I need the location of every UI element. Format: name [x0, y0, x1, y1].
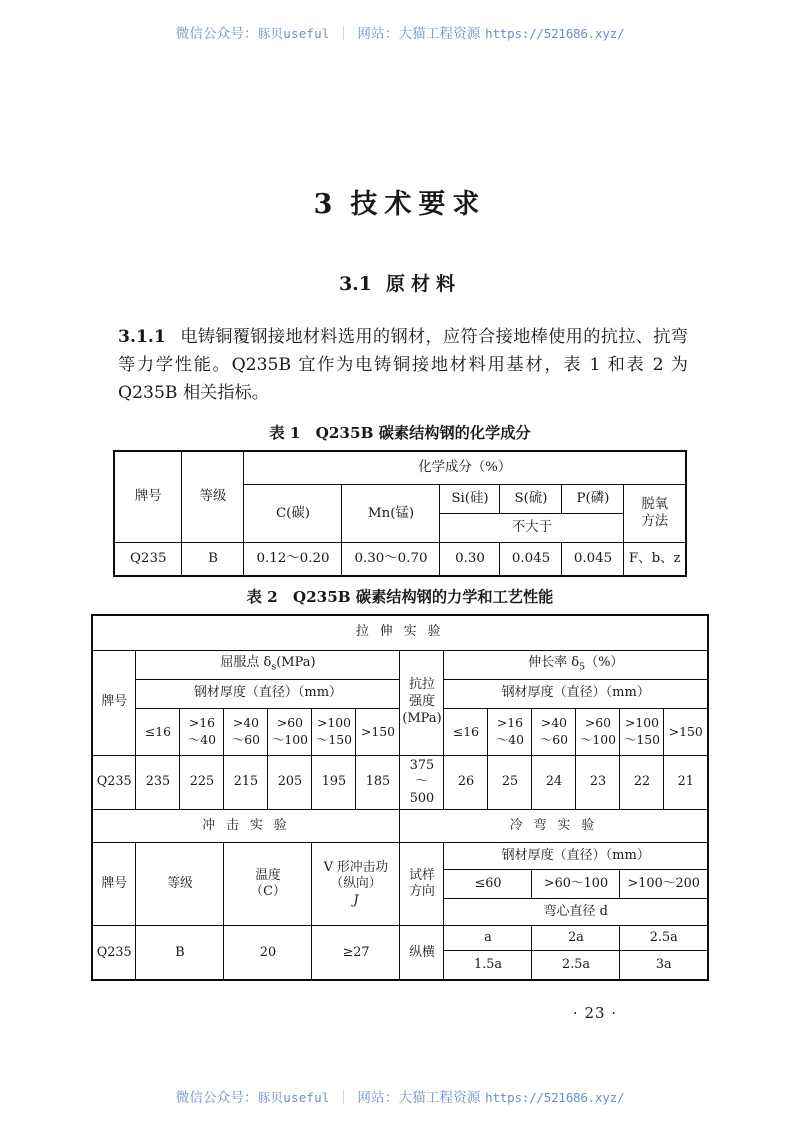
- table1-caption: 表 1 Q235B 碳素结构钢的化学成分: [269, 423, 531, 442]
- th-range-yield-4: [312, 708, 356, 755]
- th-range-yield-1: [180, 708, 224, 755]
- th-carbon: C(碳): [244, 484, 342, 542]
- th-range-yield-0: [136, 708, 180, 755]
- watermark-url: https://521686.xyz/: [485, 1090, 625, 1105]
- th-range-elong-5: [664, 708, 708, 755]
- th-range-yield-2: [224, 708, 268, 755]
- table-chemical-composition: [113, 450, 687, 577]
- th-tensile-strength: [400, 650, 444, 755]
- th-elongation: [444, 650, 708, 679]
- th-range-yield-1-l1: >16: [188, 715, 216, 731]
- cell-strength-line1: 375: [409, 757, 435, 773]
- cell-impact-grade-no: Q235: [92, 926, 136, 981]
- cell-silicon: 0.30: [440, 542, 500, 576]
- chapter-title-text: 技术要求: [350, 189, 487, 220]
- table-row: [92, 810, 708, 843]
- cell-bend-top-1: 2a: [532, 926, 620, 951]
- cell-strength-line3: 500: [409, 790, 435, 806]
- section-heading: [0, 221, 800, 296]
- cell-strength-line2: ～: [415, 774, 429, 790]
- th-deox-line2: 方法: [641, 514, 669, 530]
- cell-tensile-strength: [400, 755, 444, 810]
- table-row: [92, 650, 708, 679]
- th-impact-test: 冲 击 实 验: [92, 810, 400, 843]
- th-yield-point-sub: s: [271, 661, 277, 673]
- th-range-yield-3-l2: ～100: [271, 731, 308, 747]
- th-range-elong-2-l1: >40: [540, 715, 568, 731]
- watermark-footer: [0, 1086, 800, 1106]
- th-range-yield-4-l1: >100: [316, 715, 351, 731]
- watermark-wechat-name: 豚贝useful: [257, 1090, 330, 1105]
- cell-elong-1: 25: [488, 755, 532, 810]
- table-row: [92, 843, 708, 870]
- chapter-number: 3: [313, 189, 333, 220]
- th-deoxidation-method: [624, 484, 686, 542]
- th-vnotch-impact-energy: [312, 843, 400, 926]
- th-tensile-strength-line1: 抗拉: [408, 677, 435, 693]
- th-yield-point-unit: (MPa): [276, 655, 316, 671]
- th-range-elong-0-l1: ≤16: [452, 723, 480, 739]
- th-range-yield-2-l2: ～60: [231, 731, 261, 747]
- section-title-text: 原材料: [386, 273, 462, 295]
- cell-impact-temperature: 20: [224, 926, 312, 981]
- cell-yield-3: 205: [268, 755, 312, 810]
- th-range-yield-5-l1: >150: [360, 723, 395, 739]
- th-range-elong-4-l1: >100: [624, 715, 659, 731]
- cell-elong-5: 21: [664, 755, 708, 810]
- page-number: · 23 ·: [572, 1004, 618, 1022]
- th-vnotch-line3: J: [353, 892, 359, 908]
- cell-bend-bottom-0: 1.5a: [444, 951, 532, 981]
- cell-sulfur: 0.045: [500, 542, 562, 576]
- th-range-elong-0: [444, 708, 488, 755]
- th-vnotch-line1: V 形冲击功: [323, 859, 389, 875]
- th-range-elong-5-l1: >150: [668, 723, 703, 739]
- th-tensile-test: 拉 伸 实 验: [92, 615, 708, 651]
- cell-phosphorus: 0.045: [562, 542, 624, 576]
- watermark-wechat-label: 微信公众号：: [175, 26, 258, 42]
- th-range-elong-2-l2: ～60: [539, 731, 569, 747]
- cell-yield-1: 225: [180, 755, 224, 810]
- th-coldbend-range-2: >100～200: [620, 870, 708, 899]
- section-number: 3.1: [338, 273, 373, 295]
- watermark-site-name: 大猫工程资源: [398, 1090, 481, 1106]
- th-range-elong-3-l2: ～100: [579, 731, 616, 747]
- th-range-elong-2: [532, 708, 576, 755]
- th-impact-grade-no: 牌号: [92, 843, 136, 926]
- th-range-yield-0-l1: ≤16: [144, 723, 172, 739]
- th-range-elong-4: [620, 708, 664, 755]
- table-row: [92, 926, 708, 951]
- th-thickness-yield: 钢材厚度（直径）（mm）: [136, 679, 400, 708]
- table-row: [114, 451, 686, 485]
- th-yield-point-text: 屈服点 δ: [220, 655, 272, 671]
- cell-elong-0: 26: [444, 755, 488, 810]
- cell-bend-top-0: a: [444, 926, 532, 951]
- cell-deoxidation: F、b、z: [624, 542, 686, 576]
- cell-carbon: 0.12～0.20: [244, 542, 342, 576]
- watermark-wechat-name: 豚贝useful: [257, 26, 330, 41]
- cell-yield-2: 215: [224, 755, 268, 810]
- th-impact-temperature: [224, 843, 312, 926]
- th-sample-direction: [400, 843, 444, 926]
- th-elongation-sub: 5: [579, 661, 586, 673]
- th-impact-level: 等级: [136, 843, 224, 926]
- th-manganese: Mn(锰): [342, 484, 440, 542]
- cell-grade-no: Q235: [92, 755, 136, 810]
- th-coldbend-thickness: 钢材厚度（直径）（mm）: [444, 843, 708, 870]
- th-elongation-text: 伸长率 δ: [528, 655, 580, 671]
- th-range-elong-3-l1: >60: [584, 715, 612, 731]
- th-elongation-unit: （%）: [585, 655, 624, 671]
- th-temp-line2: （C）: [250, 884, 286, 900]
- th-not-greater-than: 不大于: [440, 513, 624, 542]
- th-tensile-strength-line3: (MPa): [402, 711, 442, 727]
- th-range-elong-3: [576, 708, 620, 755]
- cell-bend-bottom-2: 3a: [620, 951, 708, 981]
- clause-text: 电铸铜覆钢接地材料选用的钢材，应符合接地棒使用的抗拉、抗弯等力学性能。Q235B 宜作为电铸铜接地材料用基材，表 1 和表 2 为 Q235B 相关指标。: [118, 327, 688, 403]
- th-coldbend-test: 冷 弯 实 验: [400, 810, 708, 843]
- th-grade-no: 牌号: [114, 451, 182, 543]
- table-row: [92, 755, 708, 810]
- watermark-wechat-label: 微信公众号：: [175, 1090, 258, 1106]
- th-thickness-elongation: 钢材厚度（直径）（mm）: [444, 679, 708, 708]
- th-range-yield-3: [268, 708, 312, 755]
- clause-number: 3.1.1: [118, 327, 166, 347]
- cell-elong-4: 22: [620, 755, 664, 810]
- th-range-elong-1-l1: >16: [496, 715, 524, 731]
- th-range-yield-3-l1: >60: [276, 715, 304, 731]
- th-vnotch-line2: （纵向）: [330, 876, 382, 892]
- cell-yield-5: 185: [356, 755, 400, 810]
- watermark-separator: ｜: [336, 1090, 351, 1106]
- th-phosphorus: P(磷): [562, 484, 624, 513]
- th-range-elong-1: [488, 708, 532, 755]
- th-sample-dir-line2: 方向: [409, 884, 435, 900]
- watermark-separator: ｜: [336, 26, 351, 42]
- th-tensile-strength-line2: 强度: [408, 694, 435, 710]
- th-range-yield-1-l2: ～40: [187, 731, 217, 747]
- cell-grade-no: Q235: [114, 542, 182, 576]
- cell-vnotch-energy: ≥27: [312, 926, 400, 981]
- th-yield-point: [136, 650, 400, 679]
- th-coldbend-range-0: ≤60: [444, 870, 532, 899]
- th-deox-line1: 脱氧: [641, 496, 669, 512]
- cell-elong-2: 24: [532, 755, 576, 810]
- th-grade-no: 牌号: [92, 650, 136, 755]
- cell-manganese: 0.30～0.70: [342, 542, 440, 576]
- th-sulfur: S(硫): [500, 484, 562, 513]
- th-coldbend-range-1: >60～100: [532, 870, 620, 899]
- th-range-yield-5: [356, 708, 400, 755]
- watermark-site-label: 网站：: [357, 1090, 399, 1106]
- clause-paragraph: [0, 296, 800, 408]
- watermark-site-name: 大猫工程资源: [398, 26, 481, 42]
- th-range-elong-1-l2: ～40: [495, 731, 525, 747]
- th-temp-line1: 温度: [255, 867, 281, 883]
- cell-impact-level: B: [136, 926, 224, 981]
- th-silicon: Si(硅): [440, 484, 500, 513]
- cell-bend-top-2: 2.5a: [620, 926, 708, 951]
- cell-elong-3: 23: [576, 755, 620, 810]
- th-bend-diameter: 弯心直径 d: [444, 899, 708, 926]
- table2-caption: 表 2 Q235B 碳素结构钢的力学和工艺性能: [246, 587, 554, 606]
- cell-yield-4: 195: [312, 755, 356, 810]
- cell-level: B: [182, 542, 244, 576]
- cell-sample-direction: 纵横: [400, 926, 444, 981]
- table-row: [92, 615, 708, 651]
- table-mechanical-properties: [91, 614, 709, 982]
- th-range-yield-4-l2: ～150: [315, 731, 352, 747]
- table-row: [114, 542, 686, 576]
- watermark-url: https://521686.xyz/: [485, 26, 625, 41]
- cell-bend-bottom-1: 2.5a: [532, 951, 620, 981]
- watermark-site-label: 网站：: [357, 26, 399, 42]
- cell-yield-0: 235: [136, 755, 180, 810]
- th-chemical-composition: 化学成分（%）: [244, 451, 686, 485]
- chapter-heading: [0, 0, 800, 221]
- th-range-yield-2-l1: >40: [232, 715, 260, 731]
- th-range-elong-4-l2: ～150: [623, 731, 660, 747]
- th-level: 等级: [182, 451, 244, 543]
- th-sample-dir-line1: 试样: [409, 867, 435, 883]
